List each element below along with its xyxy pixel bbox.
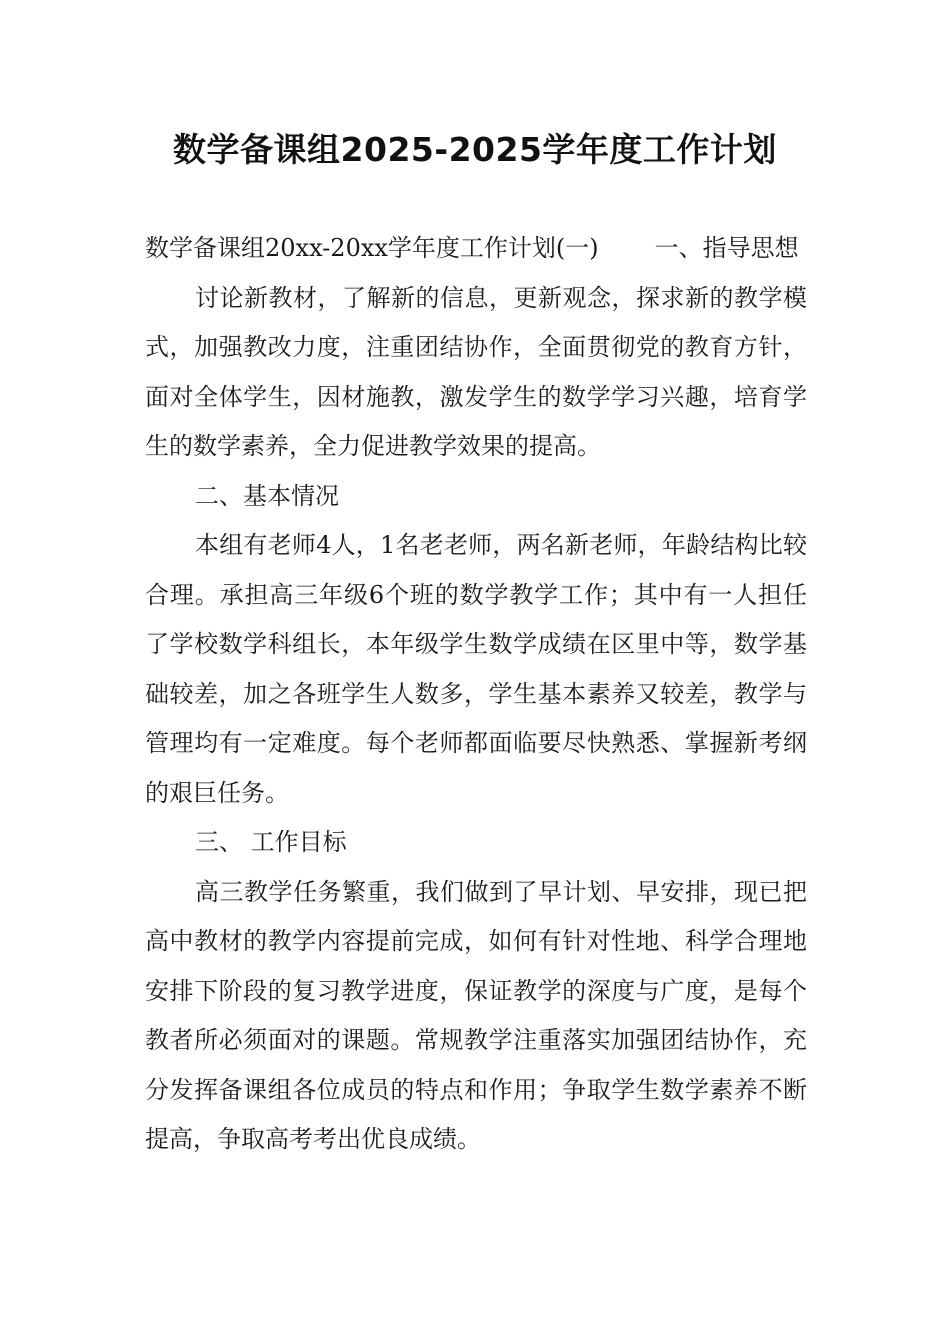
section-2-heading: 二、基本情况 [195,481,339,510]
section-3-paragraph: 高三教学任务繁重，我们做到了早计划、早安排，现已把高中教材的教学内容提前完成，如何有针对性地、科学合理地安排下阶段的复习教学进度，保证教学的深度与广度，是每个教者所必须面对的课题。常规教学注重落实加强团结协作，充分发挥备课组各位成员的特点和作用；争取学生数学素养不断提高，争取高考考出优良成绩。 [145,877,807,1153]
section-1-paragraph: 讨论新教材，了解新的信息，更新观念，探求新的教学模式，加强教改力度，注重团结协作，全面贯彻党的教育方针，面对全体学生，因材施教，激发学生的数学学习兴趣，培育学生的数学素养，全力促进教学效果的提高。 [145,283,807,460]
document-subtitle: 数学备课组20xx-20xx学年度工作计划(一) [145,234,599,262]
section-2-paragraph: 本组有老师4人，1名老老师，两名新老师，年龄结构比较合理。承担高三年级6个班的数学教学工作；其中有一人担任了学校数学科组长，本年级学生数学成绩在区里中等，数学基础较差，加之各班学生人数多，学生基本素养又较差，教学与管理均有一定难度。每个老师都面临要尽快熟悉、掌握新考纲的艰巨任务。 [145,531,807,807]
document-title: 数学备课组2025-2025学年度工作计划 [173,130,777,169]
subtitle-line [145,224,807,274]
section-3-heading: 三、 工作目标 [195,828,347,856]
section-1-heading: 一、指导思想 [654,234,799,262]
document-body [145,224,807,1165]
